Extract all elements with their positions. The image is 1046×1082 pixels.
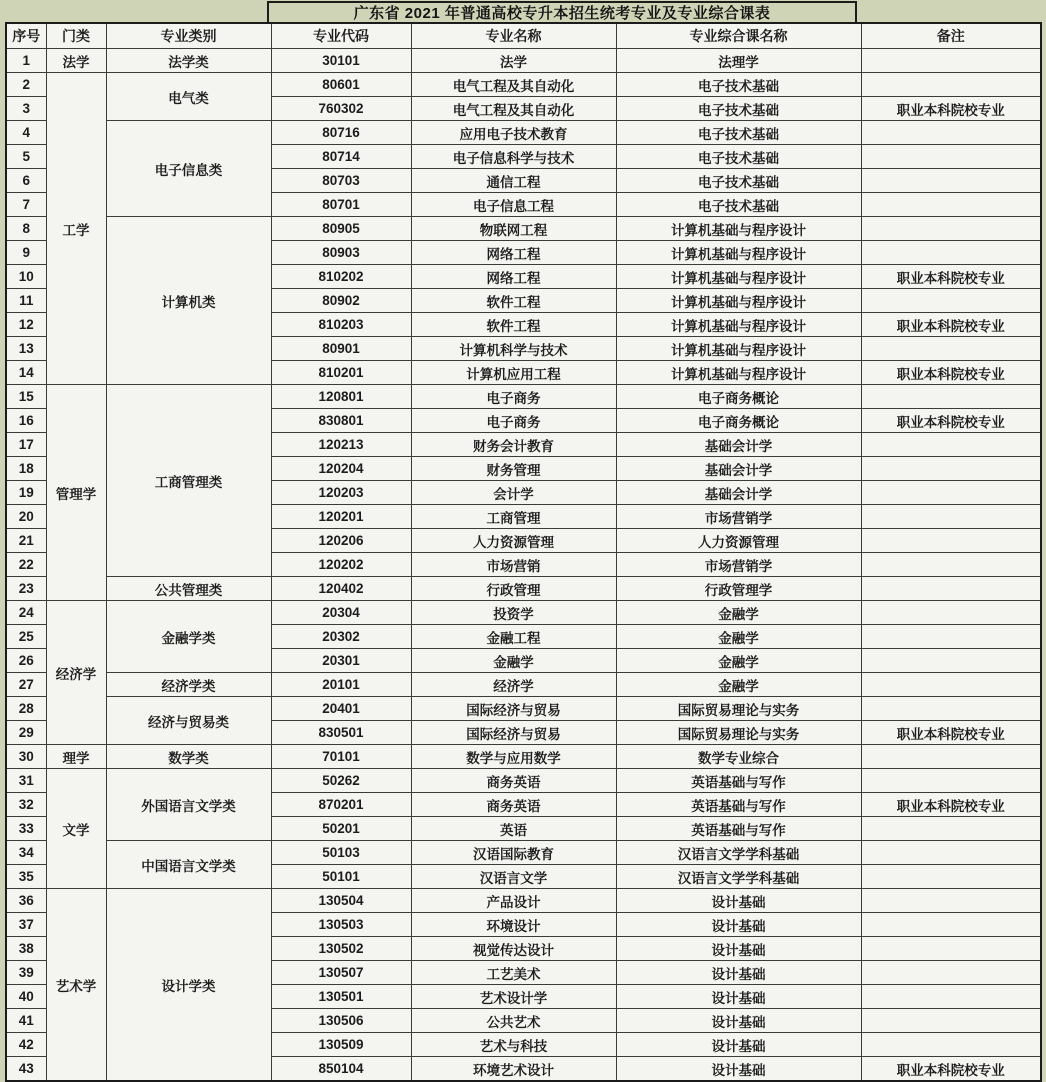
major-name-cell: 汉语言文学: [411, 865, 616, 889]
major-code-cell: 50262: [271, 769, 411, 793]
major-name-cell: 通信工程: [411, 169, 616, 193]
row-number-cell: 25: [6, 625, 46, 649]
course-name-cell: 计算机基础与程序设计: [616, 217, 861, 241]
major-name-cell: 财务管理: [411, 457, 616, 481]
major-code-cell: 120213: [271, 433, 411, 457]
page-title: 广东省 2021 年普通高校专升本招生统考专业及专业综合课表: [267, 1, 857, 24]
table-row: [6, 889, 1041, 913]
course-name-cell: 市场营销学: [616, 505, 861, 529]
major-code-cell: 830801: [271, 409, 411, 433]
major-code-cell: 20302: [271, 625, 411, 649]
major-name-cell: 法学: [411, 49, 616, 73]
course-name-cell: 设计基础: [616, 985, 861, 1009]
table-row: [6, 673, 1041, 697]
course-name-cell: 设计基础: [616, 1057, 861, 1082]
remark-cell: [861, 769, 1041, 793]
row-number-cell: 26: [6, 649, 46, 673]
remark-cell: [861, 697, 1041, 721]
remark-cell: [861, 145, 1041, 169]
row-number-cell: 16: [6, 409, 46, 433]
course-name-cell: 行政管理学: [616, 577, 861, 601]
row-number-cell: 8: [6, 217, 46, 241]
major-name-cell: 商务英语: [411, 769, 616, 793]
major-code-cell: 130509: [271, 1033, 411, 1057]
remark-cell: [861, 193, 1041, 217]
remark-cell: [861, 1009, 1041, 1033]
course-name-cell: 金融学: [616, 601, 861, 625]
row-number-cell: 10: [6, 265, 46, 289]
row-number-cell: 27: [6, 673, 46, 697]
discipline-cell: 经济学: [46, 601, 106, 745]
major-name-cell: 环境艺术设计: [411, 1057, 616, 1082]
major-name-cell: 市场营销: [411, 553, 616, 577]
row-number-cell: 31: [6, 769, 46, 793]
major-name-cell: 电子信息科学与技术: [411, 145, 616, 169]
row-number-cell: 37: [6, 913, 46, 937]
major-name-cell: 艺术设计学: [411, 985, 616, 1009]
row-number-cell: 24: [6, 601, 46, 625]
remark-cell: [861, 913, 1041, 937]
row-number-cell: 3: [6, 97, 46, 121]
remark-cell: [861, 241, 1041, 265]
major-name-cell: 电子商务: [411, 385, 616, 409]
major-name-cell: 金融工程: [411, 625, 616, 649]
course-name-cell: 设计基础: [616, 1009, 861, 1033]
course-name-cell: 设计基础: [616, 961, 861, 985]
remark-cell: [861, 121, 1041, 145]
course-name-cell: 电子技术基础: [616, 193, 861, 217]
major-code-cell: 30101: [271, 49, 411, 73]
row-number-cell: 2: [6, 73, 46, 97]
major-category-cell: 经济学类: [106, 673, 271, 697]
course-name-cell: 国际贸易理论与实务: [616, 697, 861, 721]
major-name-cell: 物联网工程: [411, 217, 616, 241]
remark-cell: 职业本科院校专业: [861, 265, 1041, 289]
row-number-cell: 40: [6, 985, 46, 1009]
remark-cell: [861, 625, 1041, 649]
table-row: [6, 769, 1041, 793]
major-name-cell: 网络工程: [411, 241, 616, 265]
major-name-cell: 行政管理: [411, 577, 616, 601]
remark-cell: [861, 73, 1041, 97]
table-row: [6, 745, 1041, 769]
remark-cell: [861, 529, 1041, 553]
course-table: [5, 22, 1042, 1082]
column-header: 专业代码: [271, 23, 411, 49]
remark-cell: [861, 841, 1041, 865]
row-number-cell: 21: [6, 529, 46, 553]
table-row: [6, 601, 1041, 625]
remark-cell: [861, 985, 1041, 1009]
course-name-cell: 英语基础与写作: [616, 817, 861, 841]
major-category-cell: 中国语言文学类: [106, 841, 271, 889]
major-code-cell: 870201: [271, 793, 411, 817]
remark-cell: [861, 505, 1041, 529]
remark-cell: 职业本科院校专业: [861, 361, 1041, 385]
major-category-cell: 公共管理类: [106, 577, 271, 601]
remark-cell: [861, 49, 1041, 73]
row-number-cell: 41: [6, 1009, 46, 1033]
major-name-cell: 工商管理: [411, 505, 616, 529]
major-code-cell: 80902: [271, 289, 411, 313]
remark-cell: [861, 673, 1041, 697]
major-name-cell: 国际经济与贸易: [411, 721, 616, 745]
course-name-cell: 计算机基础与程序设计: [616, 289, 861, 313]
remark-cell: 职业本科院校专业: [861, 721, 1041, 745]
major-code-cell: 20101: [271, 673, 411, 697]
course-name-cell: 计算机基础与程序设计: [616, 241, 861, 265]
course-name-cell: 法理学: [616, 49, 861, 73]
major-name-cell: 商务英语: [411, 793, 616, 817]
course-name-cell: 汉语言文学学科基础: [616, 865, 861, 889]
discipline-cell: 法学: [46, 49, 106, 73]
major-name-cell: 国际经济与贸易: [411, 697, 616, 721]
major-code-cell: 20304: [271, 601, 411, 625]
major-category-cell: 法学类: [106, 49, 271, 73]
major-category-cell: 电气类: [106, 73, 271, 121]
row-number-cell: 33: [6, 817, 46, 841]
major-code-cell: 50101: [271, 865, 411, 889]
major-name-cell: 工艺美术: [411, 961, 616, 985]
major-code-cell: 20401: [271, 697, 411, 721]
major-code-cell: 830501: [271, 721, 411, 745]
row-number-cell: 6: [6, 169, 46, 193]
major-code-cell: 120204: [271, 457, 411, 481]
row-number-cell: 32: [6, 793, 46, 817]
row-number-cell: 12: [6, 313, 46, 337]
row-number-cell: 34: [6, 841, 46, 865]
major-code-cell: 80714: [271, 145, 411, 169]
major-name-cell: 网络工程: [411, 265, 616, 289]
major-code-cell: 80601: [271, 73, 411, 97]
discipline-cell: 艺术学: [46, 889, 106, 1082]
major-code-cell: 80905: [271, 217, 411, 241]
course-name-cell: 计算机基础与程序设计: [616, 265, 861, 289]
remark-cell: [861, 481, 1041, 505]
major-code-cell: 130501: [271, 985, 411, 1009]
course-name-cell: 电子技术基础: [616, 73, 861, 97]
major-category-cell: 工商管理类: [106, 385, 271, 577]
major-name-cell: 数学与应用数学: [411, 745, 616, 769]
course-name-cell: 国际贸易理论与实务: [616, 721, 861, 745]
major-code-cell: 80901: [271, 337, 411, 361]
course-name-cell: 英语基础与写作: [616, 769, 861, 793]
row-number-cell: 23: [6, 577, 46, 601]
major-category-cell: 计算机类: [106, 217, 271, 385]
major-name-cell: 英语: [411, 817, 616, 841]
course-name-cell: 金融学: [616, 673, 861, 697]
row-number-cell: 15: [6, 385, 46, 409]
row-number-cell: 43: [6, 1057, 46, 1082]
major-name-cell: 计算机科学与技术: [411, 337, 616, 361]
major-code-cell: 80903: [271, 241, 411, 265]
row-number-cell: 22: [6, 553, 46, 577]
major-name-cell: 汉语国际教育: [411, 841, 616, 865]
discipline-cell: 文学: [46, 769, 106, 889]
major-code-cell: 50103: [271, 841, 411, 865]
row-number-cell: 1: [6, 49, 46, 73]
major-category-cell: 经济与贸易类: [106, 697, 271, 745]
course-name-cell: 金融学: [616, 649, 861, 673]
major-code-cell: 50201: [271, 817, 411, 841]
course-name-cell: 电子技术基础: [616, 97, 861, 121]
header-row: [6, 23, 1041, 49]
major-code-cell: 80716: [271, 121, 411, 145]
course-name-cell: 基础会计学: [616, 457, 861, 481]
major-name-cell: 产品设计: [411, 889, 616, 913]
major-name-cell: 金融学: [411, 649, 616, 673]
major-category-cell: 外国语言文学类: [106, 769, 271, 841]
course-name-cell: 数学专业综合: [616, 745, 861, 769]
table-row: [6, 49, 1041, 73]
major-code-cell: 120801: [271, 385, 411, 409]
major-code-cell: 810202: [271, 265, 411, 289]
major-code-cell: 80703: [271, 169, 411, 193]
table-row: [6, 121, 1041, 145]
column-header: 专业名称: [411, 23, 616, 49]
course-name-cell: 电子商务概论: [616, 385, 861, 409]
major-category-cell: 电子信息类: [106, 121, 271, 217]
discipline-cell: 工学: [46, 73, 106, 385]
major-code-cell: 850104: [271, 1057, 411, 1082]
major-category-cell: 数学类: [106, 745, 271, 769]
remark-cell: [861, 745, 1041, 769]
row-number-cell: 36: [6, 889, 46, 913]
row-number-cell: 28: [6, 697, 46, 721]
major-code-cell: 80701: [271, 193, 411, 217]
row-number-cell: 5: [6, 145, 46, 169]
major-code-cell: 120402: [271, 577, 411, 601]
table-row: [6, 697, 1041, 721]
row-number-cell: 35: [6, 865, 46, 889]
major-name-cell: 电子商务: [411, 409, 616, 433]
row-number-cell: 42: [6, 1033, 46, 1057]
major-code-cell: 120203: [271, 481, 411, 505]
course-name-cell: 英语基础与写作: [616, 793, 861, 817]
major-code-cell: 120202: [271, 553, 411, 577]
remark-cell: [861, 889, 1041, 913]
major-name-cell: 人力资源管理: [411, 529, 616, 553]
major-name-cell: 软件工程: [411, 289, 616, 313]
remark-cell: [861, 577, 1041, 601]
major-category-cell: 金融学类: [106, 601, 271, 673]
remark-cell: [861, 553, 1041, 577]
remark-cell: [861, 289, 1041, 313]
major-name-cell: 计算机应用工程: [411, 361, 616, 385]
table-row: [6, 73, 1041, 97]
major-code-cell: 810201: [271, 361, 411, 385]
remark-cell: [861, 217, 1041, 241]
course-name-cell: 市场营销学: [616, 553, 861, 577]
remark-cell: 职业本科院校专业: [861, 1057, 1041, 1082]
column-header: 门类: [46, 23, 106, 49]
discipline-cell: 理学: [46, 745, 106, 769]
major-code-cell: 130504: [271, 889, 411, 913]
remark-cell: 职业本科院校专业: [861, 313, 1041, 337]
major-name-cell: 环境设计: [411, 913, 616, 937]
column-header: 备注: [861, 23, 1041, 49]
major-category-cell: 设计学类: [106, 889, 271, 1082]
major-code-cell: 130502: [271, 937, 411, 961]
course-name-cell: 设计基础: [616, 889, 861, 913]
major-name-cell: 经济学: [411, 673, 616, 697]
course-name-cell: 基础会计学: [616, 481, 861, 505]
major-name-cell: 电气工程及其自动化: [411, 97, 616, 121]
row-number-cell: 29: [6, 721, 46, 745]
course-name-cell: 设计基础: [616, 1033, 861, 1057]
course-name-cell: 计算机基础与程序设计: [616, 337, 861, 361]
remark-cell: 职业本科院校专业: [861, 793, 1041, 817]
row-number-cell: 14: [6, 361, 46, 385]
major-code-cell: 130507: [271, 961, 411, 985]
column-header: 专业类别: [106, 23, 271, 49]
major-code-cell: 120201: [271, 505, 411, 529]
course-name-cell: 金融学: [616, 625, 861, 649]
remark-cell: [861, 385, 1041, 409]
remark-cell: [861, 817, 1041, 841]
table-row: [6, 577, 1041, 601]
major-name-cell: 会计学: [411, 481, 616, 505]
course-name-cell: 电子技术基础: [616, 145, 861, 169]
row-number-cell: 39: [6, 961, 46, 985]
column-header: 专业综合课名称: [616, 23, 861, 49]
major-code-cell: 810203: [271, 313, 411, 337]
course-name-cell: 设计基础: [616, 937, 861, 961]
remark-cell: [861, 961, 1041, 985]
major-name-cell: 应用电子技术教育: [411, 121, 616, 145]
row-number-cell: 17: [6, 433, 46, 457]
major-code-cell: 130506: [271, 1009, 411, 1033]
remark-cell: [861, 649, 1041, 673]
row-number-cell: 13: [6, 337, 46, 361]
major-name-cell: 公共艺术: [411, 1009, 616, 1033]
major-name-cell: 财务会计教育: [411, 433, 616, 457]
course-name-cell: 电子技术基础: [616, 121, 861, 145]
major-name-cell: 软件工程: [411, 313, 616, 337]
course-name-cell: 基础会计学: [616, 433, 861, 457]
row-number-cell: 30: [6, 745, 46, 769]
row-number-cell: 9: [6, 241, 46, 265]
row-number-cell: 4: [6, 121, 46, 145]
remark-cell: [861, 433, 1041, 457]
row-number-cell: 19: [6, 481, 46, 505]
row-number-cell: 38: [6, 937, 46, 961]
course-name-cell: 人力资源管理: [616, 529, 861, 553]
course-name-cell: 设计基础: [616, 913, 861, 937]
major-name-cell: 视觉传达设计: [411, 937, 616, 961]
discipline-cell: 管理学: [46, 385, 106, 601]
major-name-cell: 投资学: [411, 601, 616, 625]
remark-cell: 职业本科院校专业: [861, 409, 1041, 433]
remark-cell: [861, 937, 1041, 961]
remark-cell: [861, 457, 1041, 481]
major-code-cell: 130503: [271, 913, 411, 937]
remark-cell: [861, 1033, 1041, 1057]
table-row: [6, 217, 1041, 241]
remark-cell: [861, 169, 1041, 193]
major-code-cell: 760302: [271, 97, 411, 121]
major-name-cell: 电子信息工程: [411, 193, 616, 217]
row-number-cell: 18: [6, 457, 46, 481]
course-name-cell: 计算机基础与程序设计: [616, 361, 861, 385]
course-name-cell: 汉语言文学学科基础: [616, 841, 861, 865]
row-number-cell: 20: [6, 505, 46, 529]
major-name-cell: 电气工程及其自动化: [411, 73, 616, 97]
major-code-cell: 120206: [271, 529, 411, 553]
major-code-cell: 70101: [271, 745, 411, 769]
table-row: [6, 841, 1041, 865]
row-number-cell: 7: [6, 193, 46, 217]
remark-cell: [861, 865, 1041, 889]
remark-cell: [861, 601, 1041, 625]
major-name-cell: 艺术与科技: [411, 1033, 616, 1057]
major-code-cell: 20301: [271, 649, 411, 673]
table-body: [6, 49, 1041, 1082]
course-name-cell: 电子技术基础: [616, 169, 861, 193]
course-name-cell: 电子商务概论: [616, 409, 861, 433]
remark-cell: 职业本科院校专业: [861, 97, 1041, 121]
course-name-cell: 计算机基础与程序设计: [616, 313, 861, 337]
table-row: [6, 385, 1041, 409]
column-header: 序号: [6, 23, 46, 49]
row-number-cell: 11: [6, 289, 46, 313]
remark-cell: [861, 337, 1041, 361]
